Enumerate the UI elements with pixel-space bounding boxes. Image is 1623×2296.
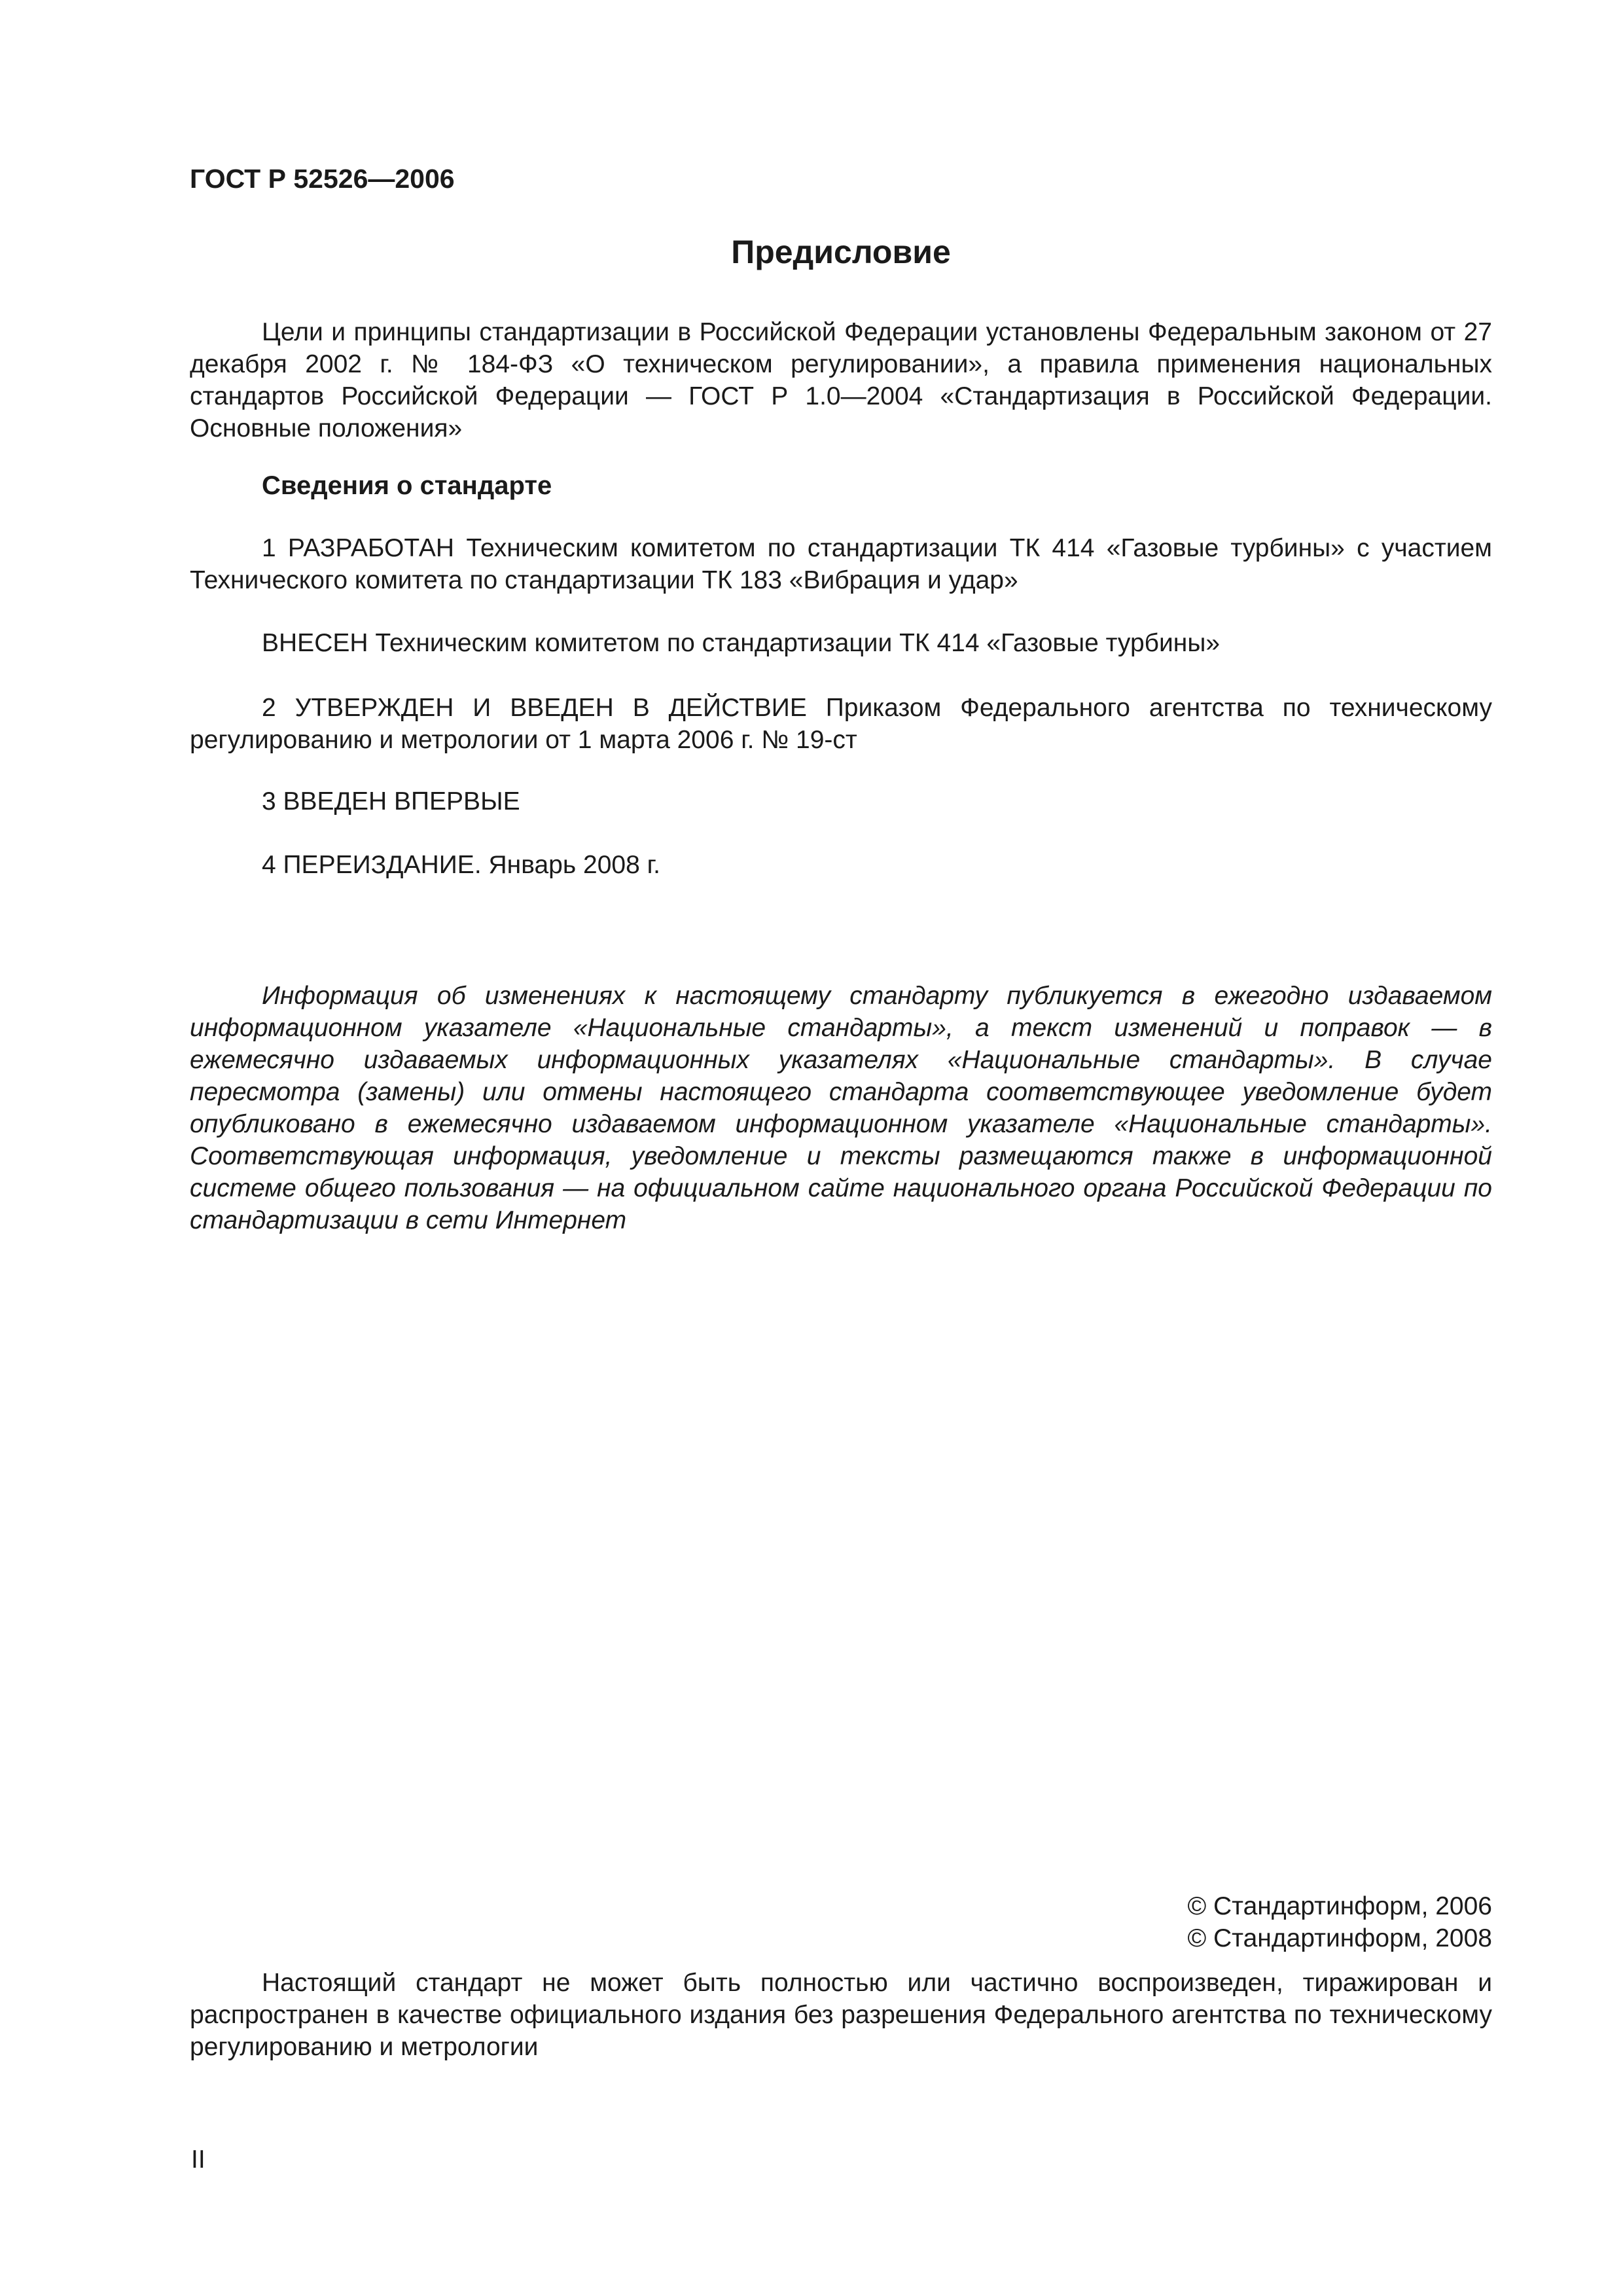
- copyright-block: [1187, 1890, 1492, 1954]
- copyright-line-2008: © Стандартинформ, 2008: [1187, 1924, 1492, 1952]
- item-submitted: ВНЕСЕН Техническим комитетом по стандартизации ТК 414 «Газовые турбины»: [262, 629, 1221, 657]
- item-first-introduced: 3 ВВЕДЕН ВПЕРВЫЕ: [262, 787, 520, 816]
- reproduction-notice: Настоящий стандарт не может быть полностью или частично воспроизведен, тиражирован и распространен в качестве официального издания без разрешения Федерального агентства по техническому регулированию и метрологии: [190, 1969, 1492, 2061]
- item-reissue: 4 ПЕРЕИЗДАНИЕ. Январь 2008 г.: [262, 851, 660, 879]
- copyright-line-2006: © Стандартинформ, 2006: [1187, 1892, 1492, 1920]
- item-developed: 1 РАЗРАБОТАН Техническим комитетом по стандартизации ТК 414 «Газовые турбины» с участием Технического комитета по стандартизации ТК 183 «Вибрация и удар»: [190, 534, 1492, 594]
- intro-paragraph: Цели и принципы стандартизации в Российской Федерации установлены Федеральным законом от 27 декабря 2002 г. № 184-ФЗ «О техническом регулировании», а правила применения национальных стандартов Российской Федерации — ГОСТ Р 1.0—2004 «Стандартизация в Российской Федерации. Основные положения»: [190, 318, 1492, 442]
- change-notice: Информация об изменениях к настоящему стандарту публикуется в ежегодно издаваемом информационном указателе «Национальные стандарты», а текст изменений и поправок — в ежемесячно издаваемых информационных указателях «Национальные стандарты». В случае пересмотра (замены) или отмены настоящего стандарта соответствующее уведомление будет опубликовано в ежемесячно издаваемом информационном указателе «Национальные стандарты». Соответствующая информация, уведомление и тексты размещаются также в информационной системе общего пользования — на официальном сайте национального органа Российской Федерации по стандартизации в сети Интернет: [190, 982, 1492, 1234]
- standard-header: ГОСТ Р 52526—2006: [190, 164, 455, 194]
- page-title: Предисловие: [731, 234, 951, 270]
- page-number: II: [191, 2145, 205, 2174]
- item-approved: 2 УТВЕРЖДЕН И ВВЕДЕН В ДЕЙСТВИЕ Приказом Федерального агентства по техническому регулированию и метрологии от 1 марта 2006 г. № 19-ст: [190, 694, 1492, 754]
- info-heading: Сведения о стандарте: [262, 471, 552, 500]
